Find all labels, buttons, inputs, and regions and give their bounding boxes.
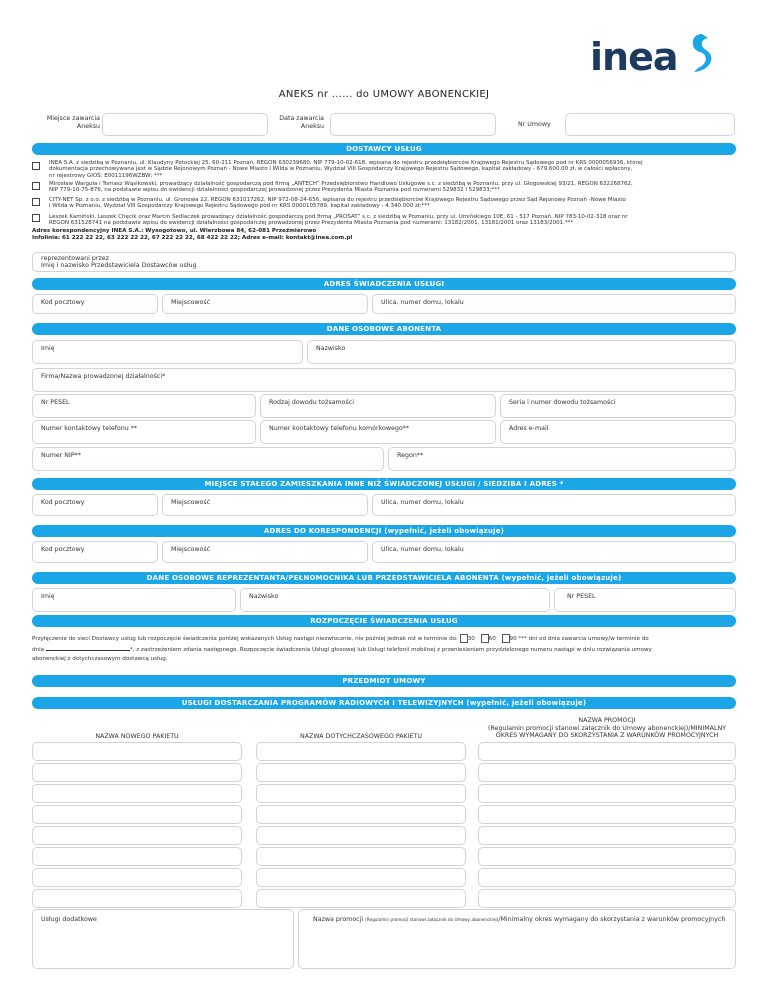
- additional-promo-field[interactable]: Nazwa promocji (Regulamin promocji stanowi załącznik do Umowy abonenckiej)/Minimalny okres wymagany do skorzystania z warunków promocyjnych: [298, 909, 736, 969]
- tv-row-5-col-3[interactable]: [478, 826, 736, 845]
- provider-checkbox-4[interactable]: [32, 214, 40, 222]
- tv-row-7-col-3[interactable]: [478, 868, 736, 887]
- tv-row-4-col-1[interactable]: [32, 805, 242, 824]
- date-field[interactable]: [330, 113, 496, 136]
- tv-row-3-col-2[interactable]: [256, 784, 466, 803]
- email-field[interactable]: Adres e-mail: [500, 420, 736, 444]
- nip-field[interactable]: Numer NIP**: [32, 447, 384, 471]
- residence-street[interactable]: Ulica, numer domu, lokalu: [372, 494, 736, 516]
- provider-citynet: CITY-NET Sp. z o.o. z siedzibą w Poznaniu, ul. Gronowa 22, REGON 631017262, NIP 972-08-24-656, wpisana do rejestru przedsiębiorców Krajowego Rejestru Sądowego przez Sąd Rejonowy Poznań -Nowe Miasto i Wilda w Poznaniu, Wydział VIII Gospodarczy Krajowego Rejestru Sądowego pod nr KRS 0000105789, kapitał zakładowy - 4.340.000 zł;***: [49, 197, 626, 210]
- tv-row-4-col-2[interactable]: [256, 805, 466, 824]
- id-type-field[interactable]: Rodzaj dowodu tożsamości: [260, 394, 496, 418]
- corr-city[interactable]: Miejscowość: [162, 541, 368, 563]
- infolinia: Infolinia: 61 222 22 22, 63 222 22 22, 67 222 22 22, 68 422 22 22; Adres e-mail: kontakt@inea.com.pl: [32, 235, 353, 241]
- start-text: Przyłączenie do sieci Dostawcy usług lub rozpoczęcie świadczenia poniżej wskazanych Usług nastąpi niezwłocznie, nie później jednak niż w terminie do: 30 60 90 *** dni od dnia zawarcia umowy/w terminie do dnia *, z zastrzeżeniem zdania następnego. Rozpoczęcie świadczenia Usługi głosowej lub Usługi telefonii mobilnej z przeniesieniem przydzielonego numeru nastąpi w dniu rozwiązania umowy abonenckiej z dotychczasowym dostawcą usług.: [32, 636, 652, 662]
- place-label: Miejsce zawarcia Aneksu: [46, 115, 100, 130]
- section-tv: USŁUGI DOSTARCZANIA PROGRAMÓW RADIOWYCH I TELEWIZYJNYCH (wypełnić, jeżeli obowiązuje): [32, 697, 736, 709]
- section-personal: DANE OSOBOWE ABONENTA: [32, 323, 736, 335]
- provider-inea: INEA S.A. z siedzibą w Poznaniu, ul. Klaudyny Potockiej 25, 60-211 Poznań, REGON 630239680, NIP 779-10-02-618, wpisana do rejestru przedsiębiorców Krajowego Rejestru Sądowego pod nr KRS 0000056936, której dokumentacja przechowywana jest w Sądzie Rejonowym Poznań - Nowe Miasto i Wilda w Poznaniu, Wydział VIII Gospodarczy Krajowego Rejestru Sądowego, kapitał zakładowy - 679.600,00 zł, w całości wpłacony, nr rejestrowy GIOŚ: E0011196WZBW; ***: [49, 160, 643, 179]
- tv-row-1-col-3[interactable]: [478, 742, 736, 761]
- tv-row-8-col-3[interactable]: [478, 889, 736, 908]
- corr-postal-code[interactable]: Kod pocztowy: [32, 541, 158, 563]
- tv-row-3-col-1[interactable]: [32, 784, 242, 803]
- provider-checkbox-1[interactable]: [32, 162, 40, 170]
- regon-field[interactable]: Regon**: [388, 447, 736, 471]
- provider-checkbox-2[interactable]: [32, 182, 40, 190]
- col-current-package: NAZWA DOTYCHCZASOWEGO PAKIETU: [300, 733, 422, 740]
- section-start: ROZPOCZĘCIE ŚWIADCZENIA USŁUG: [32, 615, 736, 627]
- phone-field[interactable]: Numer kontaktowy telefonu **: [32, 420, 256, 444]
- provider-prosat: Leszek Kamiński, Leszek Chęcik oraz Marcin Sedlaczek prowadzący działalność gospodarczą pod firmą „PROSAT” s.c. z siedzibą w Poznaniu, przy ul. Umińskiego 10E, 61 - 517 Poznań, NIP 783-10-02-318 oraz nr REGON 631528741 na podstawie wpisu do ewidencji działalności gospodarczej prowadzonej przez Prezydenta Miasta Poznania pod numerami: 13182/2001, 13181/2001 oraz 13183/2001.***: [49, 214, 628, 227]
- last-name-field[interactable]: Nazwisko: [307, 340, 736, 364]
- tv-row-6-col-3[interactable]: [478, 847, 736, 866]
- tv-row-7-col-1[interactable]: [32, 868, 242, 887]
- tv-row-6-col-1[interactable]: [32, 847, 242, 866]
- service-street[interactable]: Ulica, numer domu, lokalu: [372, 294, 736, 314]
- residence-city[interactable]: Miejscowość: [162, 494, 368, 516]
- correspondence-address: Adres korespondencyjny INEA S.A.: Wysogotowo, ul. Wierzbowa 84, 62-081 Przeźmierowo: [32, 228, 317, 234]
- company-field[interactable]: Firma/Nazwa prowadzonej działalności*: [32, 368, 736, 392]
- pesel-field[interactable]: Nr PESEL: [32, 394, 256, 418]
- contract-no-field[interactable]: [565, 113, 735, 136]
- col-promo: NAZWA PROMOCJI (Regulamin promocji stanowi załącznik do Umowy abonenckiej)/MINIMALNY OKRES WYMAGANY DO SKORZYSTANIA Z WARUNKÓW PROMOCYJNYCH: [487, 717, 727, 739]
- tv-row-8-col-2[interactable]: [256, 889, 466, 908]
- tv-row-7-col-2[interactable]: [256, 868, 466, 887]
- tv-row-1-col-1[interactable]: [32, 742, 242, 761]
- corr-street[interactable]: Ulica, numer domu, lokalu: [372, 541, 736, 563]
- section-subject: PRZEDMIOT UMOWY: [32, 675, 736, 687]
- checkbox-60[interactable]: [481, 634, 489, 643]
- contract-no-label: Nr Umowy: [518, 121, 551, 128]
- tv-row-1-col-2[interactable]: [256, 742, 466, 761]
- section-residence: MIEJSCE STAŁEGO ZAMIESZKANIA INNE NIŻ ŚWIADCZONEJ USŁUGI / SIEDZIBA I ADRES *: [32, 478, 736, 490]
- tv-row-2-col-1[interactable]: [32, 763, 242, 782]
- col-new-package: NAZWA NOWEGO PAKIETU: [95, 733, 179, 740]
- rep-first-name[interactable]: Imię: [32, 588, 236, 612]
- tv-row-5-col-2[interactable]: [256, 826, 466, 845]
- tv-row-6-col-2[interactable]: [256, 847, 466, 866]
- tv-row-2-col-3[interactable]: [478, 763, 736, 782]
- place-field[interactable]: [102, 113, 268, 136]
- section-service-address: ADRES ŚWIADCZENIA USŁUGI: [32, 278, 736, 290]
- rep-last-name[interactable]: Nazwisko: [240, 588, 550, 612]
- tv-row-5-col-1[interactable]: [32, 826, 242, 845]
- date-underline[interactable]: [46, 644, 130, 651]
- section-providers: DOSTAWCY USŁUG: [32, 143, 736, 155]
- provider-checkbox-3[interactable]: [32, 198, 40, 206]
- id-number-field[interactable]: Seria i numer dowodu tożsamości: [500, 394, 736, 418]
- checkbox-30[interactable]: [460, 634, 468, 643]
- tv-row-4-col-3[interactable]: [478, 805, 736, 824]
- svg-text:inea: inea: [590, 35, 678, 79]
- section-correspondence: ADRES DO KORESPONDENCJI (wypełnić, jeżeli obowiązuje): [32, 525, 736, 537]
- rep-pesel[interactable]: Nr PESEL: [554, 588, 736, 612]
- residence-postal-code[interactable]: Kod pocztowy: [32, 494, 158, 516]
- mobile-field[interactable]: Numer kontaktowy telefonu komórkowego**: [260, 420, 496, 444]
- additional-services-field[interactable]: Usługi dodatkowe: [32, 909, 294, 969]
- tv-row-8-col-1[interactable]: [32, 889, 242, 908]
- first-name-field[interactable]: Imię: [32, 340, 303, 364]
- date-label: Data zawarcia Aneksu: [279, 115, 324, 130]
- provider-representative-field[interactable]: reprezentowani przez Imię i nazwisko Przedstawiciela Dostawców usług: [32, 252, 736, 272]
- document-title: ANEKS nr ...... do UMOWY ABONENCKIEJ: [278, 89, 490, 100]
- service-city[interactable]: Miejscowość: [162, 294, 368, 314]
- tv-row-2-col-2[interactable]: [256, 763, 466, 782]
- checkbox-90[interactable]: [502, 634, 510, 643]
- provider-antech: Mirosław Warguła i Tomasz Wąsikowski, prowadzący działalność gospodarczą pod firmą „ANTECH” Przedsiębiorstwo Handlowo Usługowe s.c. z siedzibą w Poznaniu, przy ul. Głogowskiej 93/21, REGON 632268762, NIP 779-10-75-876, na podstawie wpisu do ewidencji działalności gospodarczej prowadzonej przez Prezydenta Miasta Poznania pod numerami 529832 i 529833;***: [49, 181, 633, 194]
- service-postal-code[interactable]: Kod pocztowy: [32, 294, 158, 314]
- section-representative: DANE OSOBOWE REPREZENTANTA/PEŁNOMOCNIKA LUB PRZEDSTAWICIELA ABONENTA (wypełnić, jeżeli obowiązuje): [32, 572, 736, 584]
- inea-logo: [590, 28, 720, 80]
- tv-row-3-col-3[interactable]: [478, 784, 736, 803]
